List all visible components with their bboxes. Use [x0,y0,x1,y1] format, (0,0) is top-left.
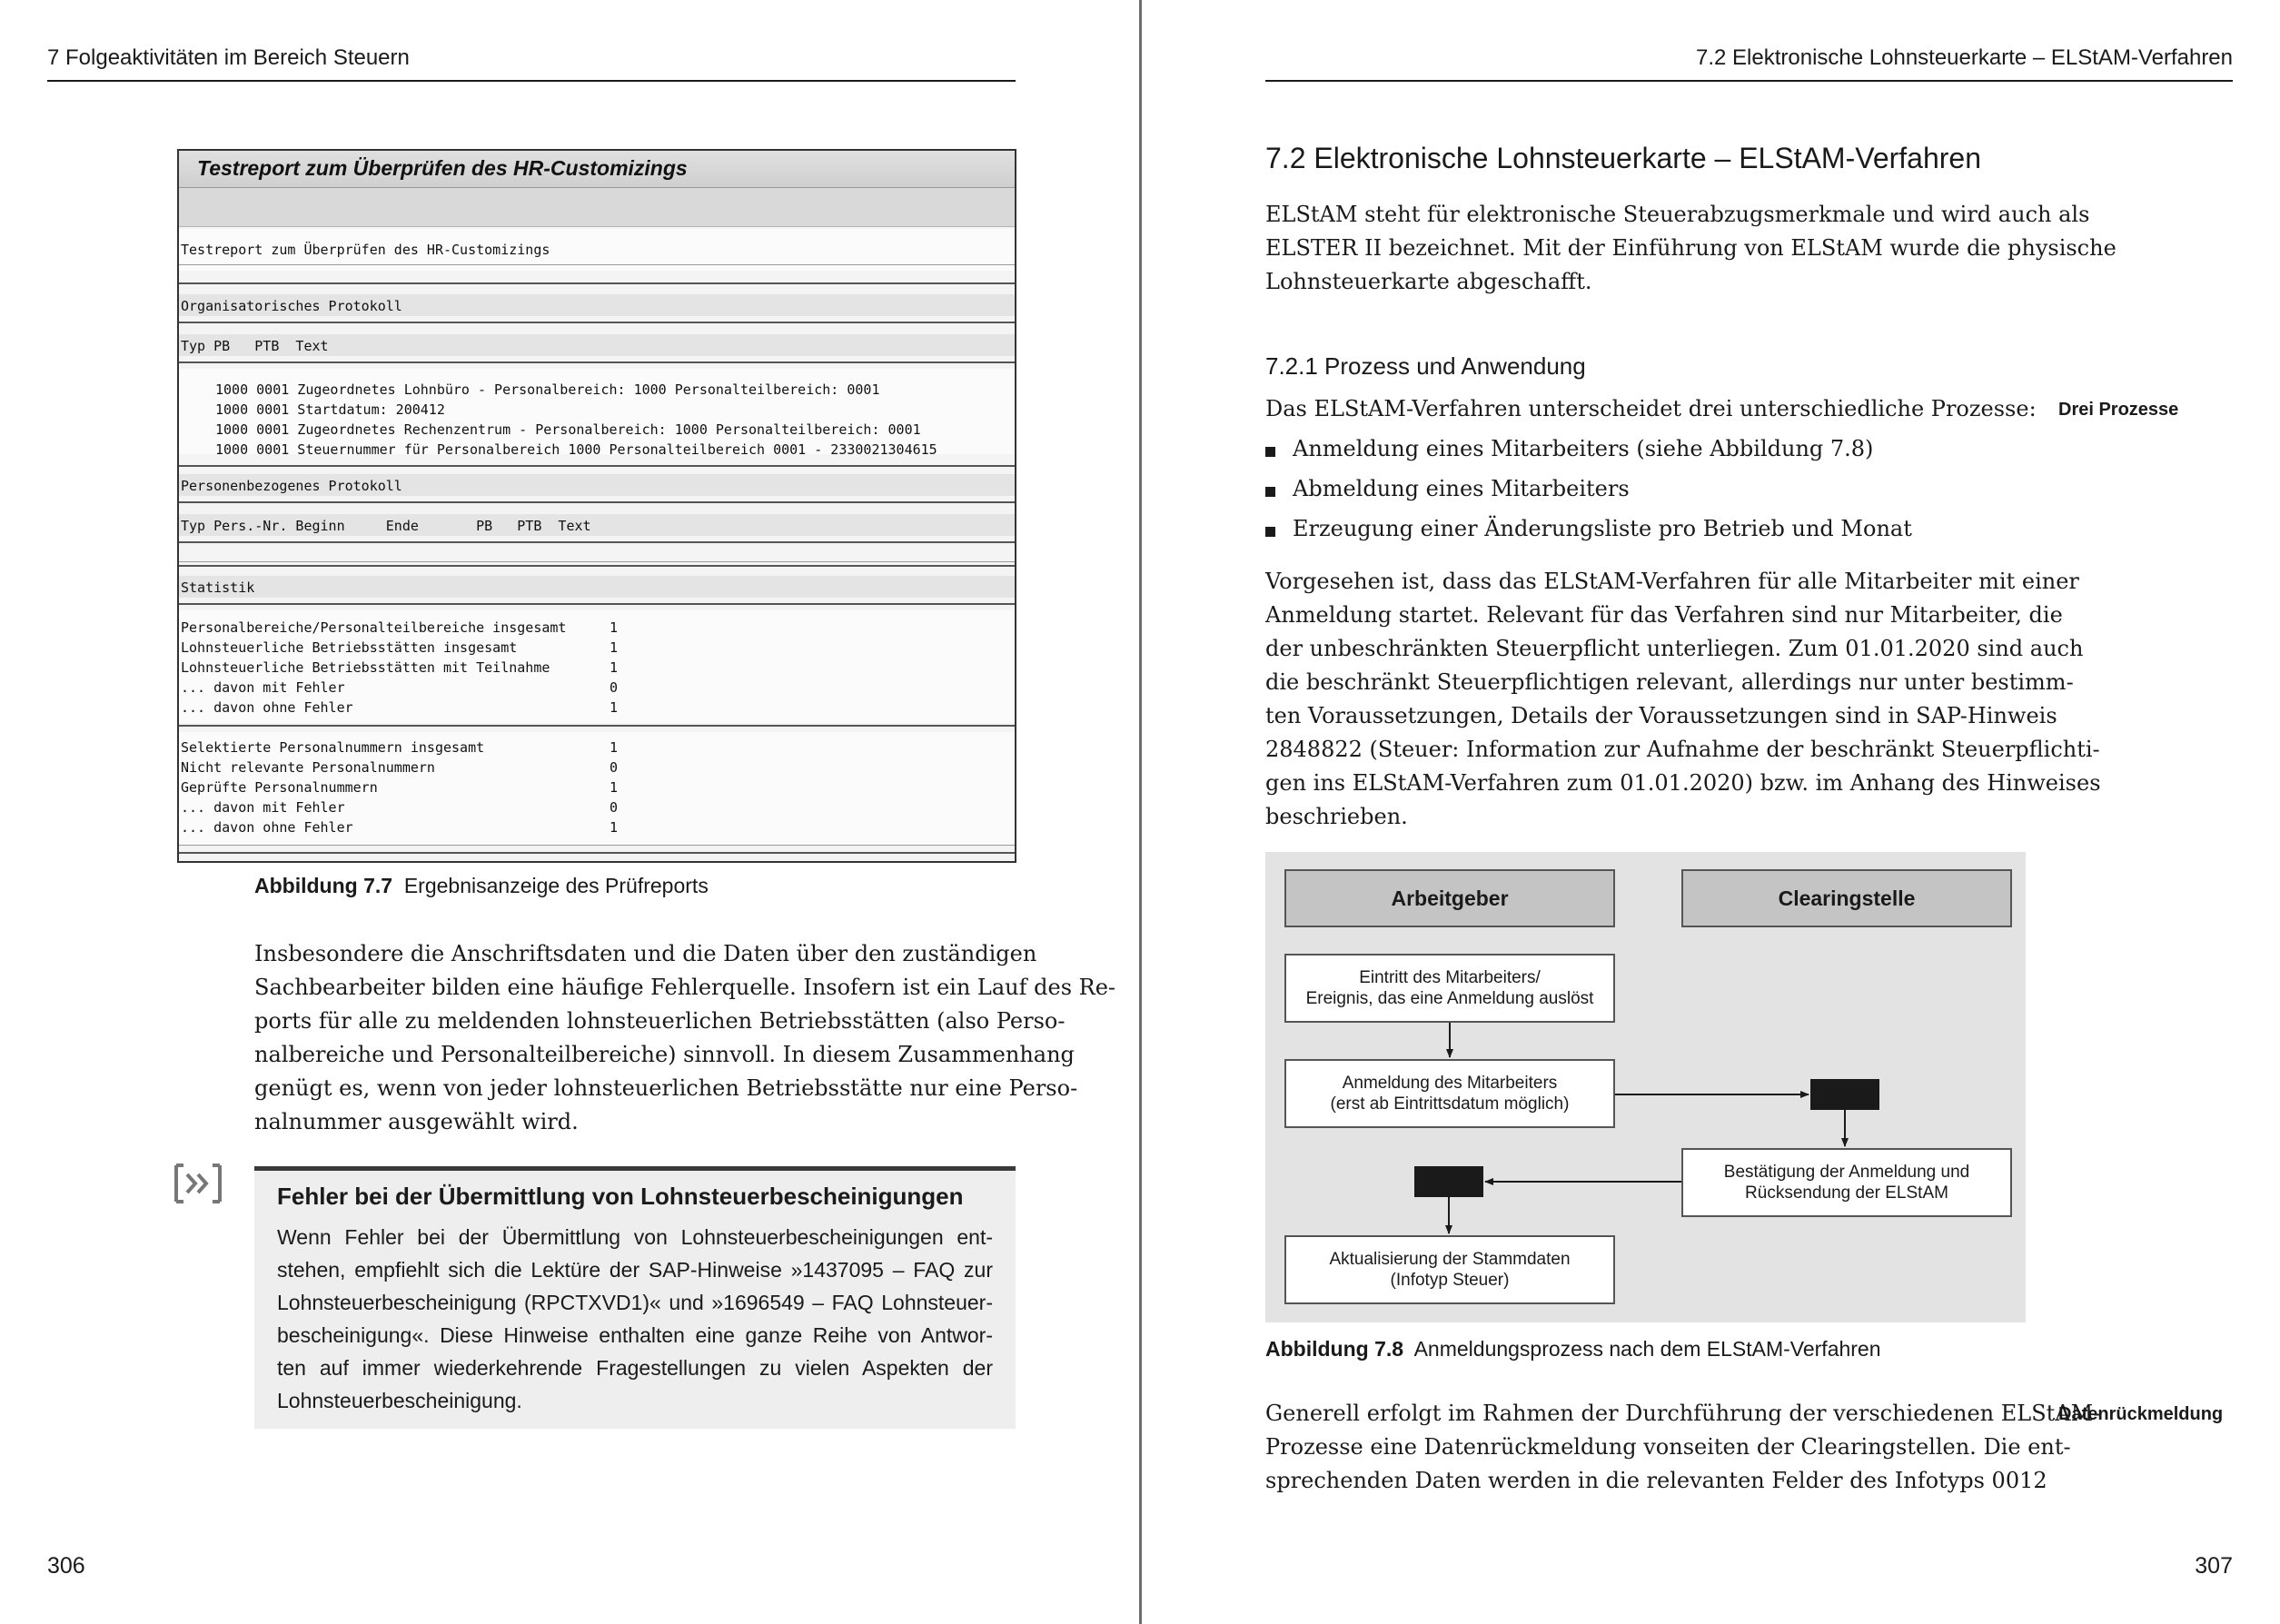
bullet-marker [1265,487,1275,497]
text-line: Insbesondere die Anschriftsdaten und die Daten über den zuständigen [254,941,1037,966]
section-heading: 7.2 Elektronische Lohnsteuerkarte – ELStAM-Verfahren [1265,142,1981,174]
sap-window-title: Testreport zum Überprüfen des HR-Customizings [197,156,688,180]
box-line: (Infotyp Steuer) [1390,1271,1510,1290]
sap-person-columns: Typ Pers.-Nr. Beginn Ende PB PTB Text [181,518,591,534]
text-line: der unbeschränkten Steuerpflicht unterliegen. Zum 01.01.2020 sind auch [1265,636,2084,661]
text-line: Das ELStAM-Verfahren unterscheidet drei unterschiedliche Prozesse: [1265,396,2037,421]
subsection-heading: 7.2.1 Prozess und Anwendung [1265,352,1586,380]
sap-stat-label: ... davon mit Fehler [181,799,345,816]
text-line: genügt es, wenn von jeder lohnsteuerlichen Betriebsstätte nur eine Perso- [254,1075,1078,1101]
bullet-marker [1265,447,1275,457]
sap-stat-label: ... davon mit Fehler [181,679,345,696]
sap-stat-value: 1 [610,659,619,676]
text-line: gen ins ELStAM-Verfahren zum 01.01.2020) bzw. im Anhang des Hinweises [1265,770,2101,796]
bullet-item: Erzeugung einer Änderungsliste pro Betrieb und Monat [1293,516,1912,541]
box-line: Aktualisierung der Stammdaten [1329,1250,1571,1269]
info-box-title: Fehler bei der Übermittlung von Lohnsteuerbescheinigungen [277,1183,964,1210]
box-line: (erst ab Eintrittsdatum möglich) [1330,1094,1570,1114]
right-page-number: 307 [2195,1553,2233,1579]
sap-stat-label: Selektierte Personalnummern insgesamt [181,739,485,756]
left-page-number: 306 [47,1553,85,1579]
text-line: ELStAM steht für elektronische Steuerabzugsmerkmale und wird auch als [1265,202,2090,227]
lane-clearingstelle: Clearingstelle [1681,869,2012,927]
sap-org-row: 1000 0001 Zugeordnetes Rechenzentrum - Personalbereich: 1000 Personalteilbereich: 0001 [215,421,921,438]
sap-stat-label: ... davon ohne Fehler [181,699,353,716]
right-running-head: 7.2 Elektronische Lohnsteuerkarte – ELStAM-Verfahren [1696,45,2233,70]
text-line: nalnummer ausgewählt wird. [254,1109,579,1134]
text-line: ten Voraussetzungen, Details der Voraussetzungen sind in SAP-Hinweis [1265,703,2057,728]
sap-stat-label: Nicht relevante Personalnummern [181,759,435,776]
sap-person-section-title: Personenbezogenes Protokoll [181,478,402,494]
text-line: Prozesse eine Datenrückmeldung vonseiten der Clearingstellen. Die ent- [1265,1434,2071,1460]
bullet-item: Abmeldung eines Mitarbeiters [1293,476,1630,501]
diagram-arrows [1265,852,2026,1322]
elstam-process-diagram [1265,852,2026,1322]
text-line: beschrieben. [1265,804,1408,829]
closing-paragraph [1265,1397,2101,1498]
figure-7-7-label: Abbildung 7.7 [254,874,393,897]
sap-toolbar [179,188,1015,227]
sap-org-row: 1000 0001 Startdatum: 200412 [215,401,445,418]
sap-stat-value: 1 [610,779,619,796]
sap-stat-value: 1 [610,619,619,636]
text-line: die beschränkt Steuerpflichtigen relevant, allerdings nur unter bestimm- [1265,669,2074,695]
figure-7-8-label: Abbildung 7.8 [1265,1337,1404,1361]
right-paragraph [1265,565,2101,834]
sap-org-row: 1000 0001 Steuernummer für Personalbereich 1000 Personalteilbereich 0001 - 2330021304615 [215,441,937,458]
text-line: ten auf immer wiederkehrende Fragestellungen zu vielen Aspekten der [277,1356,993,1380]
text-line: ports für alle zu meldenden lohnsteuerlichen Betriebsstätten (also Perso- [254,1008,1066,1034]
sap-org-row: 1000 0001 Zugeordnetes Lohnbüro - Personalbereich: 1000 Personalteilbereich: 0001 [215,381,880,398]
text-line: Lohnsteuerbescheinigung. [277,1389,522,1412]
box-line: Eintritt des Mitarbeiters/ [1359,968,1541,987]
left-paragraph [254,937,1116,1139]
sap-window-titlebar [179,151,1015,188]
figure-7-7-caption [254,874,709,898]
sap-stat-value: 1 [610,739,619,756]
info-box-body [277,1221,993,1417]
sap-stat-value: 1 [610,819,619,836]
process-intro [1265,392,2037,426]
bullet-item: Anmeldung eines Mitarbeiters (siehe Abbildung 7.8) [1293,436,1874,461]
sap-stat-label: Personalbereiche/Personalteilbereiche insgesamt [181,619,567,636]
sap-report-screenshot [177,149,1016,863]
box-line: Bestätigung der Anmeldung und [1723,1163,1970,1182]
text-line: Sachbearbeiter bilden eine häufige Fehlerquelle. Insofern ist ein Lauf des Re- [254,975,1116,1000]
margin-note-drei-prozesse: Drei Prozesse [2058,400,2179,420]
left-running-head: 7 Folgeaktivitäten im Bereich Steuern [47,45,410,70]
sap-stat-label: Lohnsteuerliche Betriebsstätten mit Teilnahme [181,659,550,676]
figure-7-7-text: Ergebnisanzeige des Prüfreports [403,874,709,897]
text-line: nalbereiche und Personalteilbereiche) sinnvoll. In diesem Zusammenhang [254,1042,1075,1067]
text-line: Vorgesehen ist, dass das ELStAM-Verfahren für alle Mitarbeiter mit einer [1265,569,2079,594]
figure-7-8-text: Anmeldungsprozess nach dem ELStAM-Verfahren [1413,1337,1881,1361]
text-line: sprechenden Daten werden in die relevanten Felder des Infotyps 0012 [1265,1468,2047,1493]
text-line: Lohnsteuerbescheinigung (RPCTXVD1)« und »1696549 – FAQ Lohnsteuer- [277,1291,993,1314]
sap-org-columns: Typ PB PTB Text [181,338,329,354]
sap-stats-section-title: Statistik [181,579,255,596]
text-line: Anmeldung startet. Relevant für das Verfahren sind nur Mitarbeiter, die [1265,602,2063,628]
left-header-rule [47,80,1016,82]
sap-stat-label: ... davon ohne Fehler [181,819,353,836]
sap-stat-value: 0 [610,799,619,816]
sap-stat-label: Geprüfte Personalnummern [181,779,378,796]
book-spine [1139,0,1142,1624]
right-header-rule [1265,80,2233,82]
box-line: Rücksendung der ELStAM [1745,1183,1948,1203]
lane-arbeitgeber: Arbeitgeber [1284,869,1615,927]
text-line: 2848822 (Steuer: Information zur Aufnahme der beschränkt Steuerpflichti- [1265,737,2100,762]
text-line: stehen, empfiehlt sich die Lektüre der SAP-Hinweise »1437095 – FAQ zur [277,1258,993,1282]
text-line: bescheinigung«. Diese Hinweise enthalten eine ganze Reihe von Antwor- [277,1323,993,1347]
note-icon [173,1163,223,1204]
sap-stat-value: 0 [610,759,619,776]
margin-note-datenrueckmeldung: Datenrückmeldung [2058,1404,2224,1424]
text-line: Wenn Fehler bei der Übermittlung von Lohnsteuerbescheinigungen ent- [277,1225,993,1249]
sap-header-line: Testreport zum Überprüfen des HR-Customizings [181,242,550,258]
text-line: ELSTER II bezeichnet. Mit der Einführung von ELStAM wurde die physische [1265,235,2116,261]
box-line: Anmeldung des Mitarbeiters [1342,1074,1558,1093]
box-line: Ereignis, das eine Anmeldung auslöst [1305,989,1594,1008]
sap-stat-value: 1 [610,639,619,656]
bullet-marker [1265,527,1275,537]
text-line: Generell erfolgt im Rahmen der Durchführung der verschiedenen ELStAM- [1265,1401,2101,1426]
sap-stat-value: 1 [610,699,619,716]
figure-7-8-caption [1265,1337,1881,1362]
intro-paragraph [1265,198,2116,299]
sap-stat-label: Lohnsteuerliche Betriebsstätten insgesamt [181,639,518,656]
text-line: Lohnsteuerkarte abgeschafft. [1265,269,1592,294]
sap-org-section-title: Organisatorisches Protokoll [181,298,402,314]
sap-stat-value: 0 [610,679,619,696]
